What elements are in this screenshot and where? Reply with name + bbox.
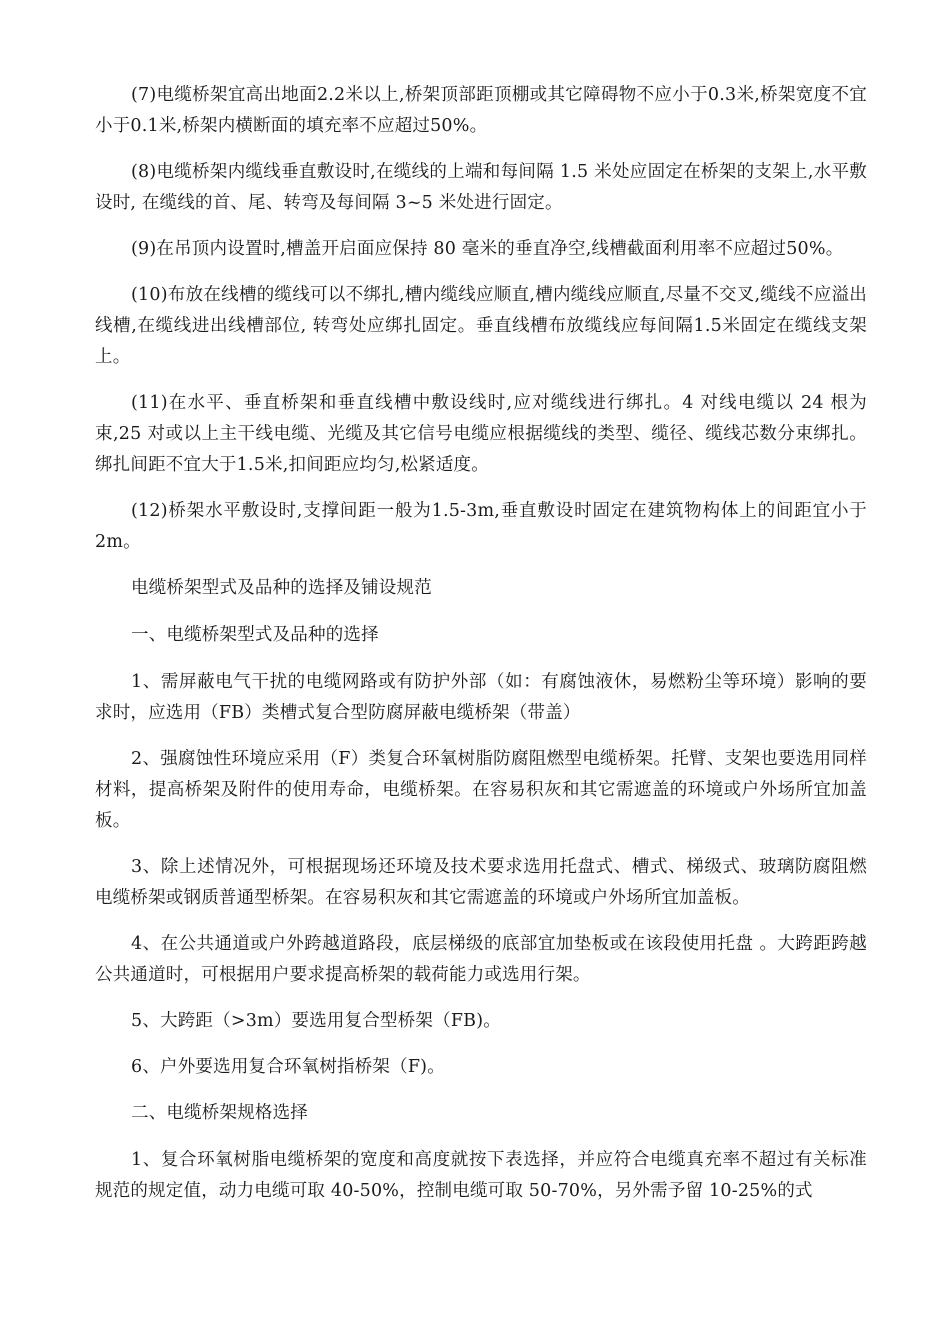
list-item-2: 2、强腐蚀性环境应采用（F）类复合环氧树脂防腐阻燃型电缆桥架。托臂、支架也要选用同样材料，提高桥架及附件的使用寿命，电缆桥架。在容易积灰和其它需遮盖的环境或户外场所宜加盖板。 <box>95 749 867 831</box>
document-page <box>95 80 867 1222</box>
list-item-3: 3、除上述情况外，可根据现场还环境及技术要求选用托盘式、槽式、梯级式、玻璃防腐阻燃电缆桥架或钢质普通型桥架。在容易积灰和其它需遮盖的环境或户外场所宜加盖板。 <box>95 857 867 908</box>
paragraph-7: (7)电缆桥架宜高出地面2.2米以上,桥架顶部距顶棚或其它障碍物不应小于0.3米,桥架宽度不宜小于0.1米,桥架内横断面的填充率不应超过50%。 <box>95 85 867 136</box>
spec-item-1: 1、复合环氧树脂电缆桥架的宽度和高度就按下表选择，并应符合电缆真充率不超过有关标准规范的规定值，动力电缆可取 40-50%，控制电缆可取 50-70%，另外需予留 10-25%的式 <box>95 1150 867 1201</box>
paragraph-12: (12)桥架水平敷设时,支撑间距一般为1.5-3m,垂直敷设时固定在建筑物构体上的间距宜小于2m。 <box>95 501 867 552</box>
paragraph-11: (11)在水平、垂直桥架和垂直线槽中敷设线时,应对缆线进行绑扎。4 对线电缆以 24 根为束,25 对或以上主干线电缆、光缆及其它信号电缆应根据缆线的类型、缆径、缆线芯数分束绑扎。绑扎间距不宜大于1.5米,扣间距应均匀,松紧适度。 <box>95 393 867 475</box>
list-item-5: 5、大跨距（>3m）要选用复合型桥架（FB)。 <box>131 1011 501 1031</box>
paragraph-8: (8)电缆桥架内缆线垂直敷设时,在缆线的上端和每间隔 1.5 米处应固定在桥架的支架上,水平敷设时, 在缆线的首、尾、转弯及每间隔 3~5 米处进行固定。 <box>95 162 867 213</box>
list-item-4: 4、在公共通道或户外跨越道路段，底层梯级的底部宜加垫板或在该段使用托盘 。大跨距跨越公共通道时，可根据用户要求提高桥架的载荷能力或选用行架。 <box>95 934 867 985</box>
paragraph-9: (9)在吊顶内设置时,槽盖开启面应保持 80 毫米的垂直净空,线槽截面利用率不应超过50%。 <box>131 239 844 259</box>
list-item-1: 1、需屏蔽电气干扰的电缆网路或有防护外部（如：有腐蚀液休，易燃粉尘等环境）影响的要求时，应选用（FB）类槽式复合型防腐屏蔽电缆桥架（带盖） <box>95 672 867 723</box>
paragraph-10: (10)布放在线槽的缆线可以不绑扎,槽内缆线应顺直,槽内缆线应顺直,尽量不交叉,缆线不应溢出线槽,在缆线进出线槽部位, 转弯处应绑扎固定。垂直线槽布放缆线应每间隔1.5米固定在缆线支架上。 <box>95 285 867 367</box>
section-heading-2: 二、电缆桥架规格选择 <box>131 1103 308 1123</box>
section-title: 电缆桥架型式及品种的选择及铺设规范 <box>131 578 432 598</box>
section-heading-1: 一、电缆桥架型式及品种的选择 <box>131 625 379 645</box>
list-item-6: 6、户外要选用复合环氧树指桥架（F)。 <box>131 1057 445 1077</box>
